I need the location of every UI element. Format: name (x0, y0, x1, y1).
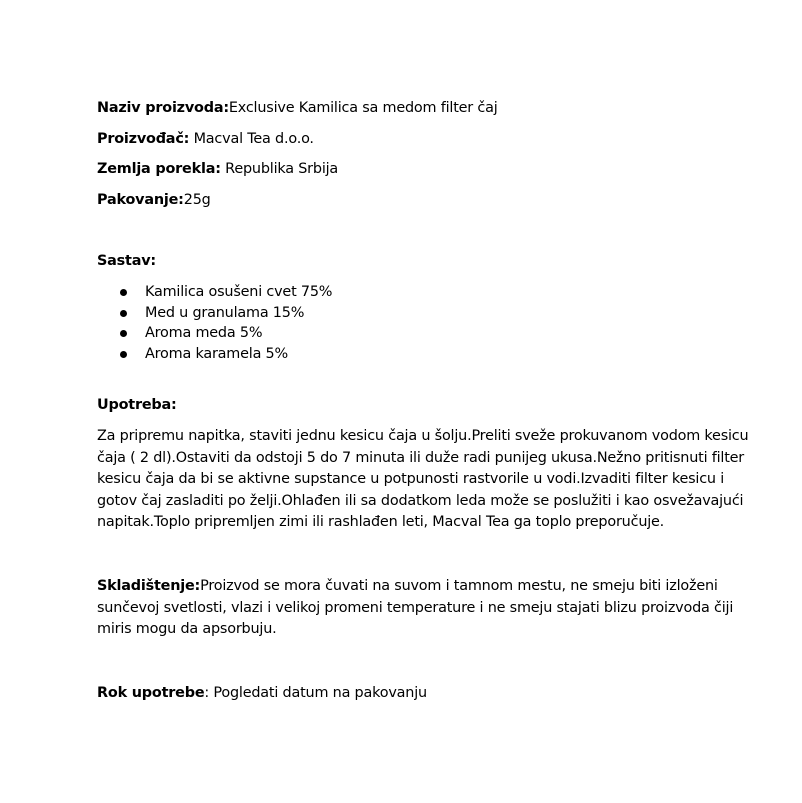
expiry-label: Rok upotrebe (97, 685, 205, 701)
origin-line (97, 159, 338, 179)
usage-line: čaja ( 2 dl).Ostaviti da odstoji 5 do 7 minuta ili duže radi punijeg ukusa.Nežno pritisnuti filter (97, 449, 745, 466)
bullet-icon (120, 310, 127, 317)
storage-text: Proizvod se mora čuvati na suvom i tamnom mestu, ne smeju biti izloženi (200, 578, 718, 594)
ingredient-text: Kamilica osušeni cvet 75% (145, 284, 333, 300)
usage-line: kesicu čaja da bi se aktivne supstance u potpunosti rastvorile u vodi.Izvaditi filter kesicu i (97, 471, 725, 487)
usage-line: Za pripremu napitka, staviti jednu kesicu čaja u šolju.Preliti sveže prokuvanom vodom kesicu (97, 428, 749, 444)
storage-label: Skladištenje: (97, 578, 201, 594)
bullet-icon (120, 289, 127, 296)
ingredient-item (97, 303, 332, 324)
storage-line (97, 576, 718, 598)
usage-line: gotov čaj zasladiti po želji.Ohlađen ili sa dodatkom leda može se poslužiti i kao osvežavajući (97, 492, 744, 509)
package-value: 25g (183, 192, 211, 208)
product-name-value: Exclusive Kamilica sa medom filter čaj (228, 100, 498, 116)
usage-heading: Upotreba: (97, 397, 177, 413)
product-name-line (97, 98, 498, 118)
origin-value: Republika Srbija (220, 161, 339, 177)
usage-line: napitak.Toplo pripremljen zimi ili rashlađen leti, Macval Tea ga toplo preporučuje. (97, 514, 665, 530)
storage-paragraph (97, 576, 734, 641)
producer-line (97, 129, 314, 149)
ingredient-item (97, 344, 332, 365)
expiry-value: : Pogledati datum na pakovanju (204, 685, 427, 701)
origin-label: Zemlja porekla: (97, 161, 221, 177)
usage-paragraph (97, 426, 749, 534)
bullet-icon (120, 330, 127, 337)
ingredient-item (97, 323, 332, 344)
bullet-icon (120, 351, 127, 358)
ingredient-text: Aroma karamela 5% (145, 346, 288, 363)
producer-value: Macval Tea d.o.o. (189, 131, 314, 147)
package-line (97, 190, 211, 210)
ingredient-item (97, 282, 332, 303)
product-name-label: Naziv proizvoda: (97, 100, 229, 116)
ingredient-text: Aroma meda 5% (145, 325, 263, 342)
storage-line: sunčevoj svetlosti, vlazi i velikoj promeni temperature i ne smeju stajati blizu proizvoda čiji (97, 599, 734, 616)
storage-line: miris mogu da apsorbuju. (97, 621, 277, 637)
package-label: Pakovanje: (97, 192, 184, 208)
ingredients-list (97, 282, 332, 365)
ingredient-text: Med u granulama 15% (145, 304, 305, 321)
producer-label: Proizvođač: (97, 131, 190, 147)
expiry-line (97, 683, 427, 703)
ingredients-heading: Sastav: (97, 253, 156, 269)
